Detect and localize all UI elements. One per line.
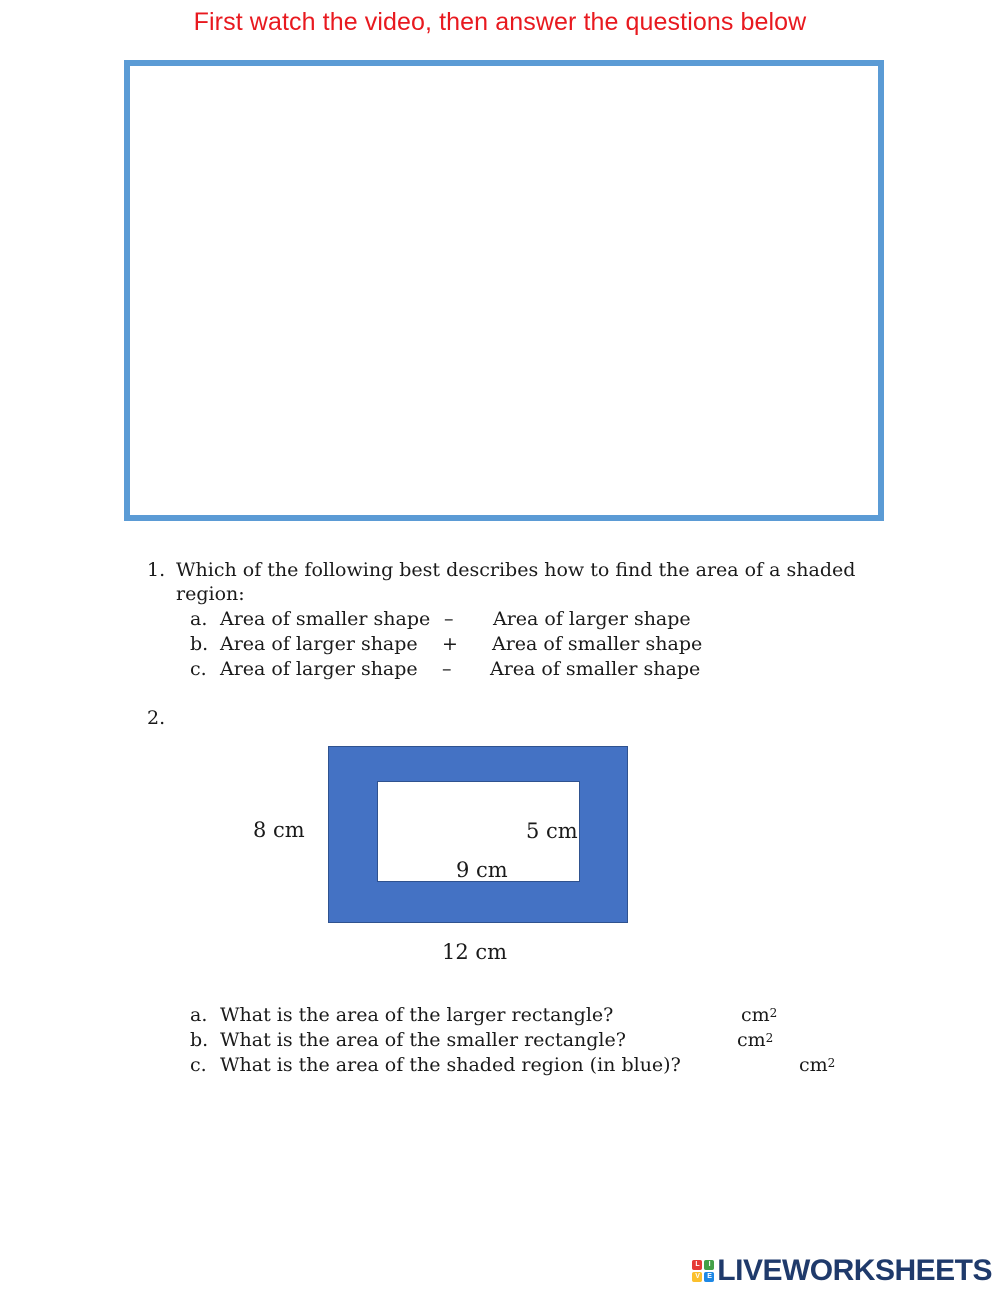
logo-block-v: V: [692, 1272, 702, 1282]
q1-option-c-operator: –: [442, 658, 452, 680]
logo-block-e: E: [704, 1272, 714, 1282]
q1-text-line1: Which of the following best describes how to find the area of a shaded: [176, 559, 856, 581]
q1-option-a-right: Area of larger shape: [493, 608, 691, 630]
q2-sub-a-text: What is the area of the larger rectangle?: [220, 1004, 614, 1026]
q1-option-a-operator: –: [444, 608, 454, 630]
q1-option-a-left: Area of smaller shape: [220, 608, 431, 630]
q2-sub-c-unit: $cm^2$: [799, 1054, 836, 1076]
instruction-heading: First watch the video, then answer the questions below: [193, 8, 807, 36]
q2-sub-a-unit: $cm^2$: [741, 1004, 778, 1026]
q1-option-c-left: Area of larger shape: [220, 658, 418, 680]
q2-sub-c-text: What is the area of the shaded region (in blue)?: [220, 1054, 681, 1076]
q1-option-c-letter: c.: [190, 658, 207, 680]
liveworksheets-logo: [692, 1254, 992, 1288]
q2-sub-b-text: What is the area of the smaller rectangle?: [220, 1029, 626, 1051]
q2-sub-b-letter: b.: [190, 1029, 209, 1051]
label-outer-width: 12 cm: [442, 940, 508, 964]
logo-text: LIVEWORKSHEETS: [717, 1254, 992, 1287]
q2-sub-c-letter: c.: [190, 1054, 207, 1076]
logo-block-i: I: [704, 1260, 714, 1270]
label-inner-width: 9 cm: [456, 858, 508, 882]
q2-sub-a-letter: a.: [190, 1004, 208, 1026]
q2-sub-b-unit: $cm^2$: [737, 1029, 774, 1051]
q1-option-b-letter: b.: [190, 633, 209, 655]
q1-option-b-operator: +: [442, 633, 458, 655]
q1-option-b-right: Area of smaller shape: [492, 633, 703, 655]
logo-block-l: L: [692, 1260, 702, 1270]
q1-option-c-right: Area of smaller shape: [490, 658, 701, 680]
q1-number: 1.: [147, 559, 166, 581]
label-outer-height: 8 cm: [253, 818, 305, 842]
video-player[interactable]: [124, 60, 884, 521]
label-inner-height: 5 cm: [526, 819, 578, 843]
q1-option-a-letter: a.: [190, 608, 208, 630]
q1-option-b-left: Area of larger shape: [220, 633, 418, 655]
q1-text-line2: region:: [176, 583, 245, 605]
logo-blocks-icon: [692, 1260, 714, 1282]
q2-number: 2.: [147, 707, 166, 729]
